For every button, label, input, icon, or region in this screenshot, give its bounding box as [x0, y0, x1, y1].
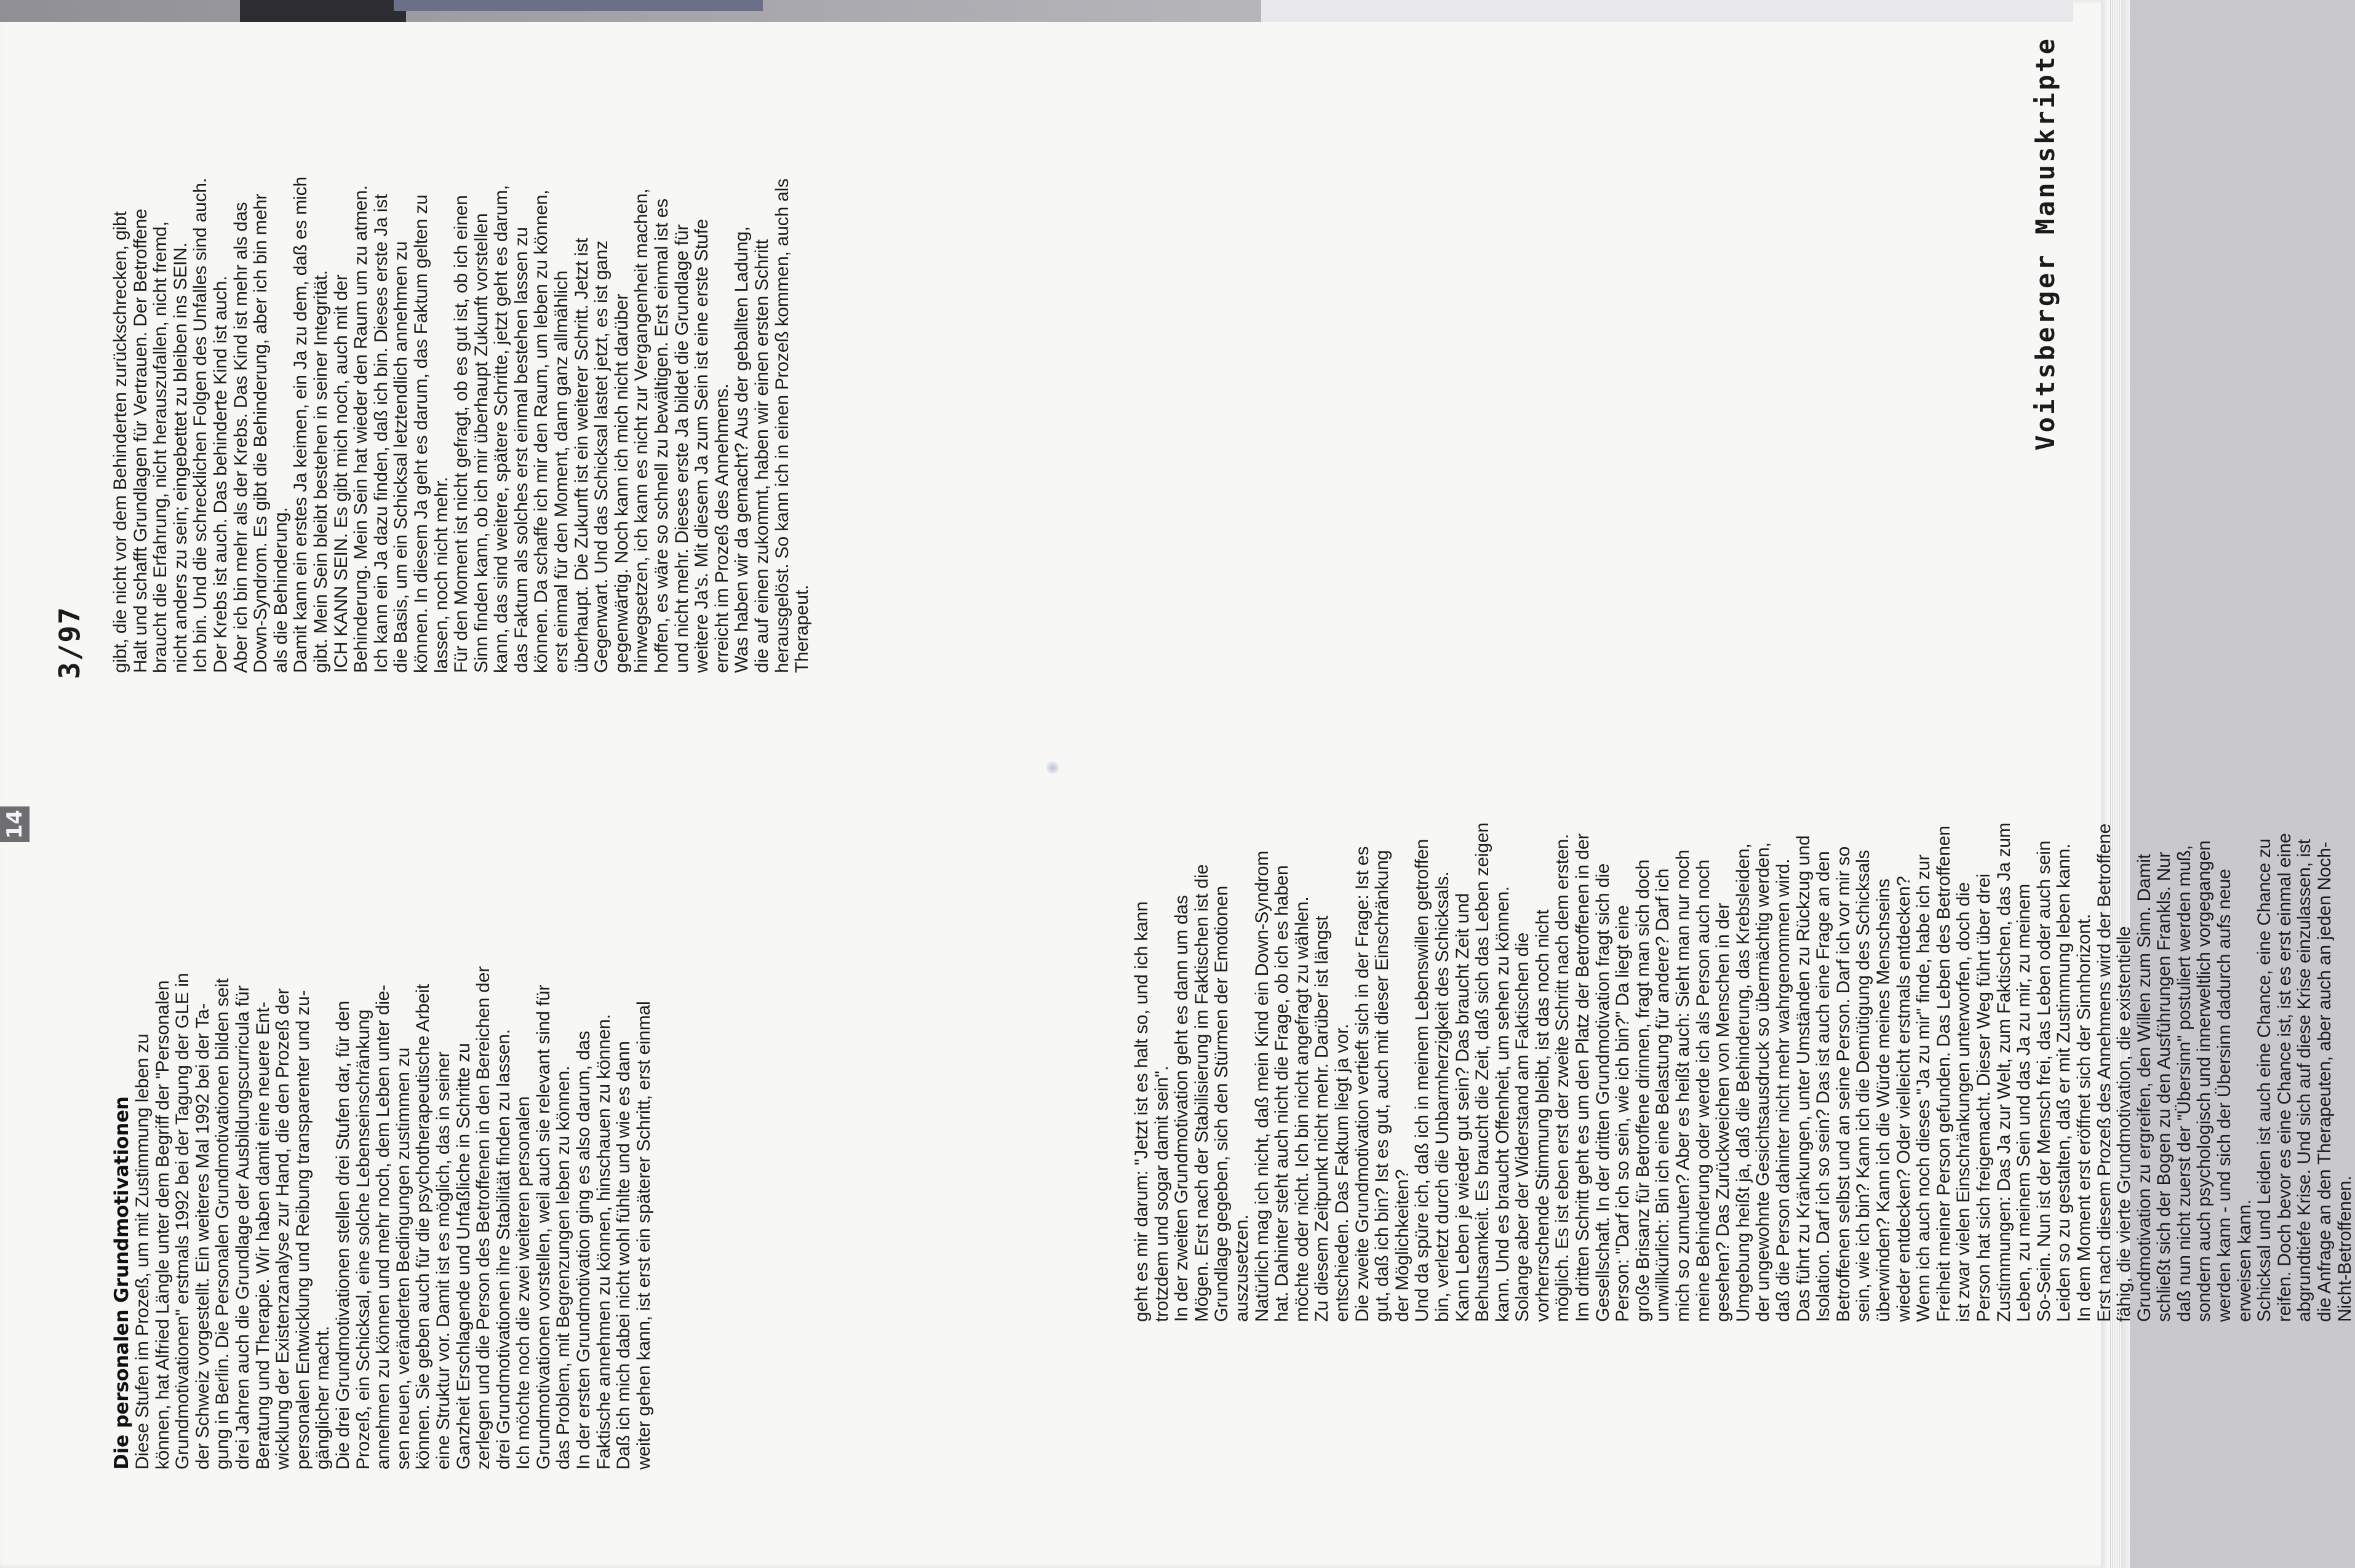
text-line: Nicht-Betroffenen.	[2334, 1176, 2355, 1322]
text-line: das Problem, mit Begrenzungen leben zu können.	[553, 1065, 574, 1470]
text-line: geht es mir darum: "Jetzt ist es halt so, und ich kann	[1131, 901, 1152, 1322]
text-line: hinwegsetzen, ich kann es nicht zur Vergangenheit machen,	[631, 188, 652, 673]
text-line: gänglicher macht.	[313, 1326, 333, 1470]
text-line: daß die Person dahinter nicht mehr wahrgenommen wird.	[1773, 858, 1793, 1322]
text-line: Grundlage gegeben, sich den Stürmen der Emotionen	[1211, 886, 1232, 1322]
text-line: erst einmal für den Moment, dann ganz allmählich	[551, 270, 572, 673]
text-line: sen neuen, veränderten Bedingungen zustimmen zu	[392, 1047, 413, 1470]
text-line: Das führt zu Kränkungen, unter Umständen zu Rückzug und	[1793, 835, 1814, 1322]
text-line: schließt sich der Bogen zu den Ausführungen Frankls. Nur	[2154, 851, 2175, 1322]
text-line: Damit kann ein erstes Ja keimen, ein Ja zu dem, daß es mich	[290, 177, 311, 673]
text-line: mich so zumuten? Aber es heißt auch: Sieht man nur noch	[1673, 850, 1694, 1322]
page-number-box	[0, 806, 30, 842]
column-left-bottom	[111, 891, 654, 1470]
text-line: können. In diesem Ja geht es darum, das Faktum gelten zu	[410, 194, 431, 673]
text-line: Natürlich mag ich nicht, daß mein Kind ein Down-Syndrom	[1251, 851, 1272, 1322]
text-line: können, hat Alfried Längle unter dem Begriff der "Personalen	[152, 980, 173, 1470]
text-line: die Basis, um ein Schicksal letztendlich annehmen zu	[391, 241, 412, 673]
text-line: Mögen. Erst nach der Stabilisierung im Faktischen ist die	[1191, 864, 1212, 1322]
text-line: Die drei Grundmotivationen stellen drei Stufen dar, für den	[332, 1001, 353, 1470]
text-line: Diese Stufen im Prozeß, um mit Zustimmung leben zu	[132, 1033, 153, 1470]
text-line: Kann Leben je wieder gut sein? Das braucht Zeit und	[1452, 893, 1473, 1322]
text-line: hoffen, es wäre so schnell zu bewältigen. Erst einmal ist es	[652, 198, 672, 673]
text-line: sein, wie ich bin? Kann ich die Demütigung des Schicksals	[1853, 850, 1874, 1322]
text-line: gegenwärtig. Noch kann ich mich nicht darüber	[611, 293, 632, 673]
text-line: überwinden? Kann ich die Würde meines Menschseins	[1873, 878, 1894, 1322]
scan-speck	[1046, 761, 1059, 774]
text-line: zerlegen und die Person des Betroffenen in den Bereichen der	[473, 966, 494, 1470]
text-line: daß nun nicht zuerst der "Übersinn" postuliert werden muß,	[2174, 845, 2194, 1322]
text-line: möchte oder nicht. Ich bin nicht angefragt zu wählen.	[1291, 896, 1312, 1322]
text-line: In der ersten Grundmotivation ging es also darum, das	[573, 1030, 594, 1470]
text-line: reifen. Doch bevor es eine Chance ist, ist es erst einmal eine	[2274, 833, 2295, 1322]
text-line: Halt und schafft Grundlagen für Vertrauen. Der Betroffene	[130, 209, 151, 673]
text-line: Behinderung. Mein Sein hat wieder den Raum um zu atmen.	[351, 185, 372, 673]
text-line: Sinn finden kann, ob ich mir überhaupt Zukunft vorstellen	[471, 213, 492, 673]
text-line: In dem Moment erst eröffnet sich der Sinnhorizont.	[2073, 913, 2094, 1322]
text-line: Daß ich mich dabei nicht wohl fühlte und wie es dann	[613, 1041, 634, 1470]
text-line: der ungewohnte Gesichtsausdruck so übermächtig werden,	[1753, 842, 1774, 1322]
text-line: Gegenwart. Und das Schicksal lastet jetzt, es ist ganz	[591, 241, 612, 673]
text-line: Faktische annehmen zu können, hinschauen zu können.	[593, 1014, 614, 1470]
text-line: meine Behinderung oder werde ich als Person auch noch	[1692, 859, 1713, 1322]
text-line: wieder entdecken? Oder vielleicht erstmals entdecken?	[1893, 876, 1914, 1322]
text-line: Isolation. Darf ich so sein? Das ist auch eine Frage an den	[1813, 851, 1834, 1322]
text-line: und nicht mehr. Dieses erste Ja bildet die Grundlage für	[671, 224, 692, 673]
text-line: fähig, die vierte Grundmotivation, die existentielle	[2114, 926, 2135, 1322]
text-line: auszusetzen.	[1231, 1214, 1252, 1322]
text-line: wicklung der Existenzanalyse zur Hand, die den Prozeß der	[273, 988, 293, 1470]
text-line: eine Struktur vor. Damit ist es möglich, das in seiner	[432, 1051, 453, 1470]
text-line: Der Krebs ist auch. Das behinderte Kind ist auch.	[210, 276, 231, 673]
series-title: Voitsberger Manuskripte	[2030, 36, 2060, 451]
text-line: Für den Moment ist nicht gefragt, ob es gut ist, ob ich einen	[451, 195, 472, 673]
text-line: können. Da schaffe ich mir den Raum, um leben zu können,	[531, 189, 552, 673]
text-line: Prozeß, ein Schicksal, eine solche Lebenseinschränkung	[353, 1009, 373, 1470]
text-line: Grundmotivationen vorstellen, weil auch sie relevant sind für	[533, 984, 554, 1470]
text-line: Person: "Darf ich so sein, wie ich bin?" Da liegt eine	[1612, 905, 1633, 1322]
text-line: Was haben wir da gemacht? Aus der geballten Ladung,	[731, 226, 752, 673]
text-line: entschieden. Das Faktum liegt ja vor.	[1331, 1024, 1352, 1322]
text-line: Schicksal und Leiden ist auch eine Chance, eine Chance zu	[2254, 838, 2275, 1322]
text-line: Aber ich bin mehr als der Krebs. Das Kind ist mehr als das	[230, 202, 251, 673]
text-line: Grundmotivation zu ergreifen, den Willen zum Sinn. Damit	[2134, 854, 2154, 1322]
text-line: erreicht im Prozeß des Annehmens.	[711, 383, 732, 673]
text-line: erweisen kann.	[2234, 1200, 2255, 1322]
text-line: die auf einen zukommt, haben wir einen ersten Schritt	[752, 239, 772, 673]
column-right	[1132, 707, 2355, 1322]
text-line: gut, daß ich bin? Ist es gut, auch mit dieser Einschränkung	[1372, 850, 1393, 1322]
text-line: Therapeut.	[792, 584, 813, 673]
text-line: als die Behinderung.	[270, 507, 291, 673]
text-line: unwillkürlich: Bin ich eine Belastung für andere? Darf ich	[1652, 868, 1673, 1322]
text-line: Betroffenen selbst und an seine Person. Darf ich vor mir so	[1833, 846, 1854, 1322]
text-line: ICH KANN SEIN. Es gibt mich noch, auch mit der	[330, 274, 351, 673]
text-line: die Anfrage an den Therapeuten, aber auch an jeden Noch-	[2314, 842, 2335, 1322]
text-line: Erst nach diesem Prozeß des Annehmens wird der Betroffene	[2094, 823, 2114, 1322]
text-line: Ich möchte noch die zwei weiteren personalen	[513, 1096, 534, 1470]
text-line: trotzdem und sogar damit sein".	[1151, 1065, 1172, 1322]
text-line: der Schweiz vorgestellt. Ein weiteres Mal 1992 bei der Ta-	[192, 1003, 213, 1470]
text-line: hat. Dahinter steht auch nicht die Frage, ob ich es haben	[1272, 865, 1293, 1322]
text-line: Wenn ich auch noch dieses "Ja zu mir" finde, habe ich zur	[1913, 854, 1934, 1322]
text-line: lassen, noch nicht mehr.	[431, 477, 452, 673]
text-line: Freiheit meiner Person gefunden. Das Leben des Betroffenen	[1933, 826, 1954, 1322]
text-line: können. Sie geben auch für die psychotherapeutische Arbeit	[413, 984, 434, 1470]
text-line: Behutsamkeit. Es braucht die Zeit, daß sich das Leben zeigen	[1472, 822, 1493, 1322]
text-line: werden kann - und sich der Übersinn dadurch aufs neue	[2214, 869, 2235, 1322]
text-line: möglich. Es ist eben erst der zweite Schritt nach dem ersten.	[1552, 834, 1573, 1322]
text-line: vorherrschende Stimmung bleibt, ist das noch nicht	[1532, 909, 1553, 1322]
text-line: große Brisanz für Betroffene drinnen, fragt man sich doch	[1632, 859, 1653, 1322]
text-line: sondern auch psychologisch und innerweltlich vorgegangen	[2194, 840, 2215, 1322]
text-line: Ich bin. Und die schrecklichen Folgen des Unfalles sind auch.	[190, 178, 211, 673]
text-line: Zu diesem Zeitpunkt nicht mehr. Darüber ist längst	[1312, 915, 1333, 1322]
text-line: weitere Ja's. Mit diesem Ja zum Sein ist eine erste Stufe	[691, 219, 712, 673]
text-line: ist zwar vielen Einschränkungen unterworfen, doch die	[1953, 882, 1974, 1322]
text-line: Und da spüre ich, daß ich in meinem Lebenswillen getroffen	[1412, 839, 1433, 1322]
text-line: personalen Entwicklung und Reibung transparenter und zu-	[292, 990, 313, 1470]
text-line: Beratung und Therapie. Wir haben damit eine neuere Ent-	[252, 1001, 273, 1470]
page-number: 14	[2, 810, 27, 839]
text-line: Grundmotivationen" erstmals 1992 bei der Tagung der GLE in	[172, 973, 193, 1470]
text-line: Solange aber der Widerstand am Faktischen die	[1512, 932, 1533, 1322]
text-line: kann. Und es braucht Offenheit, um sehen zu können.	[1492, 886, 1513, 1322]
text-line: nicht anders zu sein; eingebettet zu bleiben ins SEIN.	[170, 242, 191, 673]
text-line: Im dritten Schritt geht es um den Platz der Betroffenen in der	[1572, 833, 1593, 1322]
text-line: Leben, zu meinem Sein und das Ja zu mir, zu meinem	[2014, 883, 2034, 1322]
text-line: Ich kann ein Ja dazu finden, daß ich bin. Dieses erste Ja ist	[370, 194, 391, 673]
text-line: abgrundtiefe Krise. Und sich auf diese Krise einzulassen, ist	[2294, 839, 2315, 1322]
text-line: Ganzheit Erschlagende und Unfaßliche in Schritte zu	[453, 1043, 474, 1470]
text-line: das Faktum als solches erst einmal bestehen lassen zu	[511, 227, 532, 673]
column-left-top	[111, 95, 813, 673]
text-line: Zustimmungen: Das Ja zur Welt, zum Faktischen, das Ja zum	[1993, 822, 2014, 1322]
text-line: Umgebung heißt ja, daß die Behinderung, das Krebsleiden,	[1732, 843, 1753, 1322]
text-line: Person hat sich freigemacht. Dieser Weg führt über drei	[1973, 874, 1994, 1322]
text-line: gibt, die nicht vor dem Behinderten zurückschrecken, gibt	[110, 211, 130, 673]
text-line: In der zweiten Grundmotivation geht es dann um das	[1171, 895, 1192, 1322]
text-line: kann, das sind weitere, spätere Schritte, jetzt geht es darum,	[491, 185, 512, 673]
text-line: gibt. Mein Sein bleibt bestehen in seiner Integrität.	[310, 270, 331, 673]
text-line: Down-Syndrom. Es gibt die Behinderung, aber ich bin mehr	[250, 193, 271, 673]
text-line: der Möglichkeiten?	[1392, 1169, 1413, 1322]
text-line: weiter gehen kann, ist erst ein späterer Schritt, erst einmal	[633, 1001, 654, 1470]
text-line: braucht die Erfahrung, nicht herauszufallen, nicht fremd,	[150, 221, 171, 673]
issue-number: 3/97	[53, 606, 86, 679]
text-line: Leiden so zu gestalten, daß er mit Zustimmung leben kann.	[2054, 843, 2074, 1322]
text-line: Gesellschaft. In der dritten Grundmotivation fragt sich die	[1592, 863, 1613, 1322]
text-line: annehmen zu können und mehr noch, dem Leben unter die-	[373, 984, 394, 1470]
text-line: Die zweite Grundmotivation vertieft sich in der Frage: Ist es	[1352, 846, 1373, 1322]
text-line: drei Jahren auch die Grundlage der Ausbildungscurricula für	[232, 985, 253, 1470]
text-line: So-Sein. Nun ist der Mensch frei, das Leben oder auch sein	[2033, 840, 2054, 1322]
text-line: gesehen? Das Zurückweichen von Menschen in der	[1713, 902, 1734, 1322]
text-line: bin, verletzt durch die Unbarmherzigkeit des Schicksals.	[1432, 871, 1452, 1322]
section-heading: Die personalen Grundmotivationen	[111, 1096, 133, 1470]
text-line: drei Grundmotivationen ihre Stabilität finden zu lassen.	[493, 1029, 514, 1470]
text-line: herausgelöst. So kann ich in einen Prozeß kommen, auch als	[771, 178, 792, 673]
text-line: gung in Berlin. Die Personalen Grundmotivationen bilden seit	[212, 978, 233, 1470]
text-line: überhaupt. Die Zukunft ist ein weiterer Schritt. Jetzt ist	[571, 237, 592, 673]
